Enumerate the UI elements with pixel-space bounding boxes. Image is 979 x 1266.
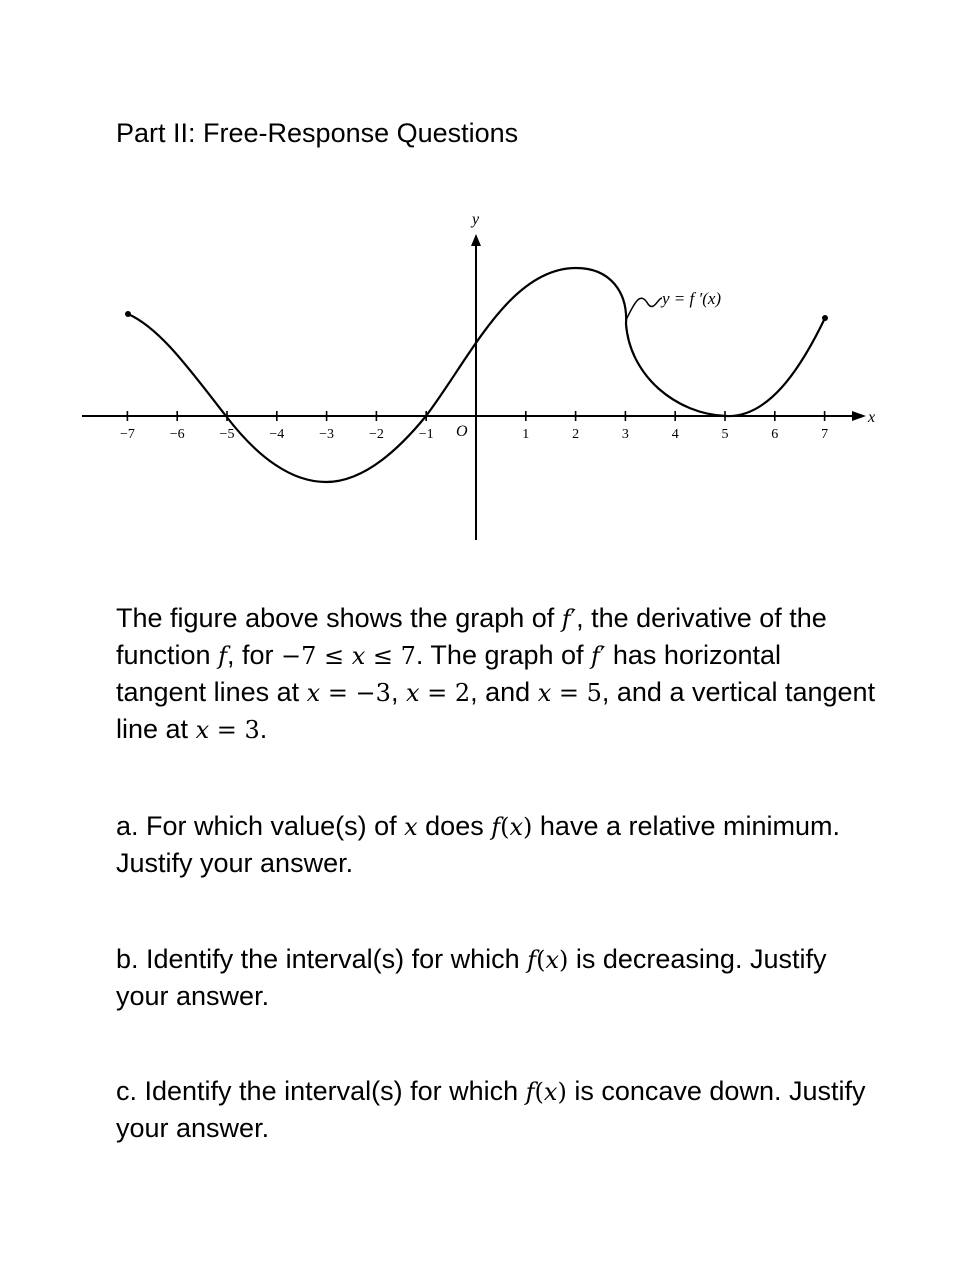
question-c-math-open: ( [534, 1078, 544, 1106]
intro-math-f: f [561, 605, 571, 633]
x-tick-label: 1 [522, 427, 530, 442]
intro-math-range-2: ≤ 7 [365, 642, 416, 670]
intro-math-eq-3: = 5 [551, 679, 602, 707]
question-a-math-open: ( [500, 813, 510, 841]
x-tick-label: −2 [368, 427, 384, 442]
question-a-math-f: f [491, 813, 501, 841]
question-b-math-f: f [527, 946, 537, 974]
x-tick-label: −5 [219, 427, 235, 442]
question-c-math-close: ) [557, 1078, 567, 1106]
x-tick-label: 5 [721, 427, 729, 442]
intro-math-x-4: x [537, 679, 552, 707]
intro-text-4: . The graph of [415, 640, 592, 670]
intro-text-8: , and a vertical tangent line at [116, 677, 876, 744]
question-c-text-2: is concave down. Justify your answer. [116, 1076, 866, 1143]
y-axis-label: y [472, 211, 480, 228]
x-tick-label: −7 [119, 427, 135, 442]
x-tick-label: 7 [821, 427, 829, 442]
y-axis-arrow [471, 234, 481, 246]
question-c-math-x: x [543, 1078, 558, 1106]
question-b [116, 941, 876, 1014]
x-tick-label: 6 [771, 427, 779, 442]
intro-math-prime-2: ′ [599, 642, 606, 670]
intro-math-x: x [351, 642, 366, 670]
x-tick-label: 4 [671, 427, 679, 442]
question-a-math-close: ) [523, 813, 533, 841]
intro-text-9: . [259, 714, 268, 744]
intro-text-2: , the derivative of the function [116, 603, 827, 670]
intro-math-x-2: x [306, 679, 321, 707]
question-c-math-f: f [525, 1078, 535, 1106]
question-a [116, 808, 876, 881]
x-tick-label: −1 [418, 427, 434, 442]
intro-math-eq-1: = −3 [320, 679, 391, 707]
curve-label: y = f ′(x) [662, 289, 722, 308]
question-b-math-close: ) [558, 946, 569, 974]
x-axis-arrow [852, 411, 866, 421]
intro-math-f-2: f [218, 642, 227, 670]
intro-text-1: The figure above shows the graph of [116, 603, 562, 633]
question-c [116, 1073, 876, 1146]
intro-math-x-5: x [195, 716, 210, 744]
question-a-text-3: have a relative minimum. Justify your answer. [116, 811, 841, 878]
intro-math-range-1: −7 ≤ [280, 642, 352, 670]
curve-left-endpoint [125, 311, 131, 317]
intro-math-prime: ′ [570, 605, 577, 633]
question-b-text-1: b. Identify the interval(s) for which [116, 944, 528, 974]
intro-text-7: , and [470, 677, 538, 707]
question-a-text-2: does [417, 811, 492, 841]
origin-label: O [456, 423, 468, 440]
question-b-text-2: is decreasing. Justify your answer. [116, 944, 827, 1011]
intro-text-6: , [390, 677, 406, 707]
intro-text-5: has horizontal tangent lines at [116, 640, 781, 707]
question-a-math-x-2: x [509, 813, 524, 841]
intro-math-f-3: f [591, 642, 600, 670]
derivative-graph [0, 200, 979, 550]
x-tick-label: 2 [572, 427, 580, 442]
intro-math-x-3: x [405, 679, 420, 707]
question-b-math-x: x [545, 946, 559, 974]
intro-math-eq-4: = 3 [209, 716, 260, 744]
x-axis-label: x [868, 409, 876, 426]
problem-statement [116, 600, 876, 748]
derivative-graph-figure [0, 200, 979, 550]
intro-math-eq-2: = 2 [419, 679, 471, 707]
x-tick-label: −4 [269, 427, 285, 442]
intro-text-3: , for [226, 640, 281, 670]
curve-right-endpoint [822, 315, 828, 321]
page-title: Part II: Free-Response Questions [116, 118, 519, 148]
question-b-math-open: ( [536, 946, 546, 974]
question-a-math-x: x [404, 813, 418, 841]
curve-label-leader [626, 298, 662, 320]
x-tick-label: −3 [319, 427, 335, 442]
question-a-text-1: a. For which value(s) of [116, 811, 405, 841]
x-tick-label: 3 [621, 427, 629, 442]
x-tick-label: −6 [169, 427, 185, 442]
question-c-text-1: c. Identify the interval(s) for which [116, 1076, 526, 1106]
